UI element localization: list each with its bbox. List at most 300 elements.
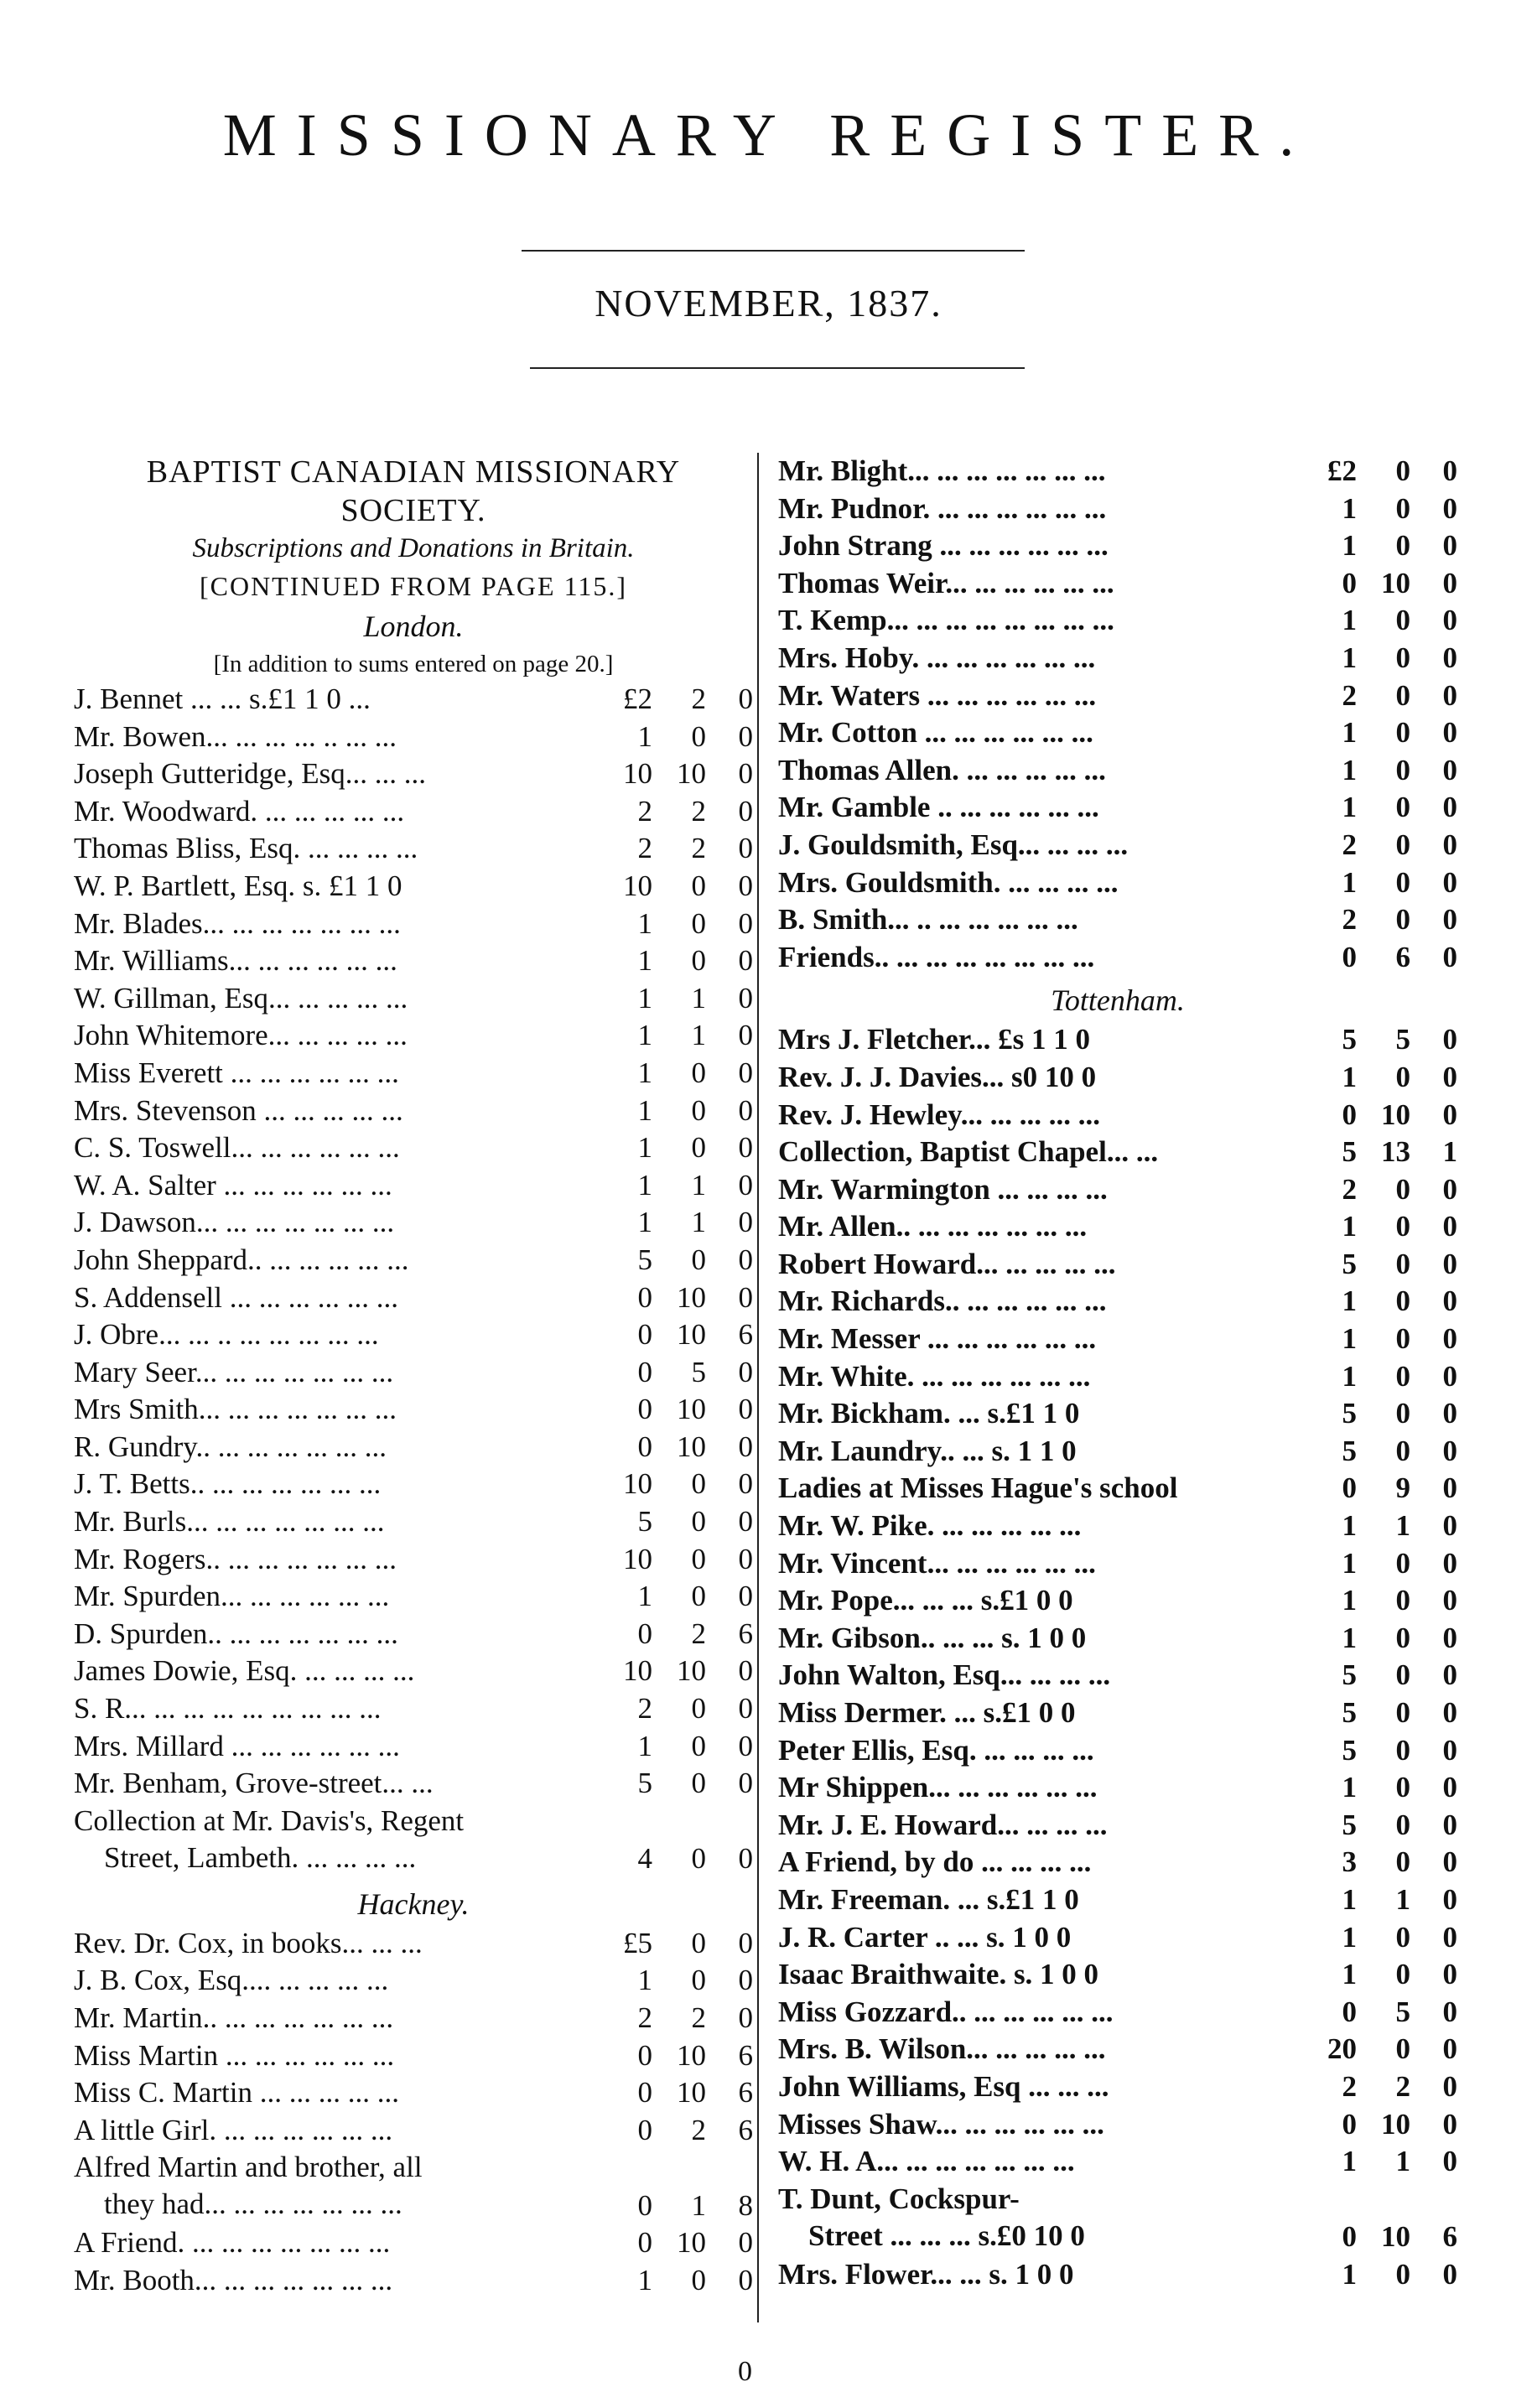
entry-amount <box>1298 1545 1457 1583</box>
amount-shillings: 0 <box>1395 1808 1410 1841</box>
amount-pence: 0 <box>1442 1920 1457 1954</box>
entry-name: Thomas Allen. ... ... ... ... ... <box>778 753 1106 786</box>
entry-amount <box>1298 1657 1457 1694</box>
entry-name-line2: they had... ... ... ... ... ... ... <box>104 2187 402 2221</box>
entry-row <box>778 1545 1457 1583</box>
amount-pounds: 10 <box>623 1542 652 1575</box>
entry-row <box>778 1171 1457 1209</box>
amount-pence: 0 <box>738 1692 753 1726</box>
entry-name: Mr. Pope... ... ... s.£1 0 0 <box>778 1584 1073 1617</box>
page-title: MISSIONARY REGISTER. <box>222 101 1315 169</box>
entry-row <box>778 1208 1457 1246</box>
header-rule-top <box>522 250 1025 252</box>
entry-name: A little Girl. ... ... ... ... ... ... <box>74 2113 393 2146</box>
amount-pounds: 0 <box>637 1617 652 1650</box>
entry-amount <box>1298 1283 1457 1321</box>
amount-shillings: 0 <box>1395 2257 1410 2291</box>
amount-pounds: 2 <box>1342 1172 1357 1206</box>
entry-amount <box>594 2074 753 2112</box>
entry-name: Mr. Messer ... ... ... ... ... ... <box>778 1322 1097 1356</box>
entry-amount <box>1298 1470 1457 1508</box>
amount-shillings: 0 <box>691 944 706 978</box>
amount-shillings: 0 <box>1395 1397 1410 1430</box>
amount-shillings: 0 <box>691 1729 706 1762</box>
entry-name: Mr. Burls... ... ... ... ... ... ... <box>74 1505 385 1539</box>
amount-pounds: 2 <box>637 794 652 828</box>
amount-shillings: 10 <box>677 1393 706 1426</box>
entry-row <box>778 1956 1457 1994</box>
amount-shillings: 0 <box>691 906 706 940</box>
entry-name: Mr. White. ... ... ... ... ... ... <box>778 1359 1091 1393</box>
addition-note: [In addition to sums entered on page 20.] <box>213 651 614 677</box>
entry-amount <box>1298 490 1457 528</box>
amount-shillings: 0 <box>1395 791 1410 824</box>
entry-row <box>778 2031 1457 2068</box>
amount-shillings: 6 <box>1395 940 1410 973</box>
entry-amount <box>1298 640 1457 677</box>
amount-pence: 0 <box>738 1393 753 1426</box>
entry-name: Mr. Freeman. ... s.£1 1 0 <box>778 1882 1079 1916</box>
amount-pounds: 5 <box>1342 1135 1357 1169</box>
amount-pounds: £2 <box>623 682 652 715</box>
amount-pence: 0 <box>1442 1060 1457 1093</box>
amount-shillings: 0 <box>1395 1172 1410 1206</box>
amount-shillings: 2 <box>691 2001 706 2034</box>
left-column <box>74 453 753 2300</box>
entry-name: John Williams, Esq ... ... ... <box>778 2069 1109 2103</box>
amount-pounds: 0 <box>637 1430 652 1463</box>
entry-name: B. Smith... .. ... ... ... ... ... <box>778 903 1078 937</box>
entry-name: Mr. J. E. Howard... ... ... ... <box>778 1808 1108 1841</box>
amount-shillings: 10 <box>677 2226 706 2260</box>
entry-amount <box>1298 827 1457 864</box>
amount-shillings: 0 <box>1395 1584 1410 1617</box>
amount-pence: 0 <box>738 1243 753 1276</box>
entry-amount <box>594 1690 753 1728</box>
amount-pounds: 1 <box>637 1964 652 1997</box>
amount-pounds: 1 <box>1342 1210 1357 1243</box>
amount-pounds: 2 <box>637 2001 652 2034</box>
entry-row <box>778 1919 1457 1957</box>
amount-shillings: 1 <box>691 2188 706 2222</box>
amount-pounds: 1 <box>1342 1958 1357 1991</box>
entry-row <box>74 1653 753 1690</box>
header-rule-bottom <box>530 367 1025 369</box>
amount-pence: 0 <box>1442 678 1457 712</box>
entry-row <box>74 1354 753 1392</box>
entry-row <box>74 1466 753 1503</box>
london-entries <box>74 681 753 1803</box>
entry-name: S. Addensell ... ... ... ... ... ... <box>74 1280 398 1314</box>
amount-shillings: 0 <box>1395 529 1410 563</box>
entry-row <box>778 2256 1457 2294</box>
amount-shillings: 0 <box>691 719 706 753</box>
amount-pounds: 1 <box>1342 1546 1357 1580</box>
entry-name: Mr. Gibson.. ... ... s. 1 0 0 <box>778 1621 1087 1654</box>
entry-name: Miss Dermer. ... s.£1 0 0 <box>778 1696 1076 1729</box>
amount-pounds: £5 <box>623 1926 652 1959</box>
amount-pounds: 0 <box>1342 1995 1357 2028</box>
amount-pence: 0 <box>738 2001 753 2034</box>
amount-pence: 0 <box>738 1467 753 1501</box>
amount-pounds: 1 <box>637 1131 652 1165</box>
entry-row <box>778 864 1457 902</box>
entry-amount <box>1298 2068 1457 2106</box>
entry-name: Mr. Laundry.. ... s. 1 1 0 <box>778 1434 1077 1467</box>
amount-pence: 0 <box>1442 2032 1457 2066</box>
amount-pounds: 0 <box>637 1280 652 1314</box>
right-column <box>778 453 1457 2293</box>
entry-amount <box>594 1616 753 1653</box>
amount-shillings: 0 <box>1395 865 1410 899</box>
entry-row <box>778 939 1457 977</box>
entry-name: W. P. Bartlett, Esq. s. £1 1 0 <box>74 869 402 902</box>
amount-pence: 0 <box>1442 1771 1457 1804</box>
amount-shillings: 0 <box>1395 828 1410 861</box>
amount-pounds: 1 <box>1342 1359 1357 1393</box>
amount-pounds: 1 <box>637 1056 652 1089</box>
amount-pence: 0 <box>1442 1247 1457 1280</box>
amount-shillings: 0 <box>1395 678 1410 712</box>
entry-row <box>778 827 1457 864</box>
entry-row <box>74 1578 753 1616</box>
amount-pence: 0 <box>738 794 753 828</box>
amount-pounds: 1 <box>1342 491 1357 525</box>
entry-amount <box>594 1728 753 1766</box>
entry-row <box>74 1017 753 1055</box>
entry-amount <box>1298 565 1457 603</box>
amount-pounds: 10 <box>623 869 652 902</box>
entry-amount <box>1298 1956 1457 1994</box>
amount-pounds: 1 <box>1342 1771 1357 1804</box>
entry-name: J. T. Betts.. ... ... ... ... ... ... <box>74 1467 382 1501</box>
entry-name: Miss Gozzard.. ... ... ... ... ... <box>778 1995 1114 2028</box>
entry-name: Mr. Rogers.. ... ... ... ... ... ... <box>74 1542 397 1575</box>
entry-row <box>778 1097 1457 1134</box>
entry-amount <box>594 1503 753 1541</box>
entry-row <box>74 2074 753 2112</box>
entry-amount <box>594 1962 753 2000</box>
issue-date: NOVEMBER, 1837. <box>595 282 942 324</box>
amount-shillings: 5 <box>1395 1023 1410 1056</box>
amount-pounds: 3 <box>1342 1845 1357 1879</box>
amount-shillings: 0 <box>691 1842 706 1876</box>
entry-amount <box>594 719 753 756</box>
entry-row <box>74 1803 753 1878</box>
entry-name: Mr. Waters ... ... ... ... ... ... <box>778 678 1097 712</box>
entry-row <box>74 2112 753 2150</box>
entry-row <box>778 1769 1457 1807</box>
amount-shillings: 0 <box>691 1964 706 1997</box>
amount-shillings: 0 <box>1395 454 1410 487</box>
entry-amount <box>1298 1208 1457 1246</box>
amount-pounds: 1 <box>637 1580 652 1613</box>
entry-amount <box>1298 714 1457 752</box>
entry-row <box>74 868 753 906</box>
entry-amount <box>594 1925 753 1963</box>
amount-pence: 0 <box>738 2263 753 2296</box>
amount-pounds: 1 <box>637 981 652 1015</box>
amount-pounds: 1 <box>637 944 652 978</box>
entry-row <box>74 1242 753 1279</box>
entry-amount <box>1298 1994 1457 2032</box>
entry-name: J. Bennet ... ... s.£1 1 0 ... <box>74 682 371 715</box>
entry-name: J. Dawson... ... ... ... ... ... ... <box>74 1206 395 1239</box>
amount-pounds: 0 <box>637 1318 652 1352</box>
entry-name: Robert Howard... ... ... ... ... <box>778 1247 1116 1280</box>
entry-amount <box>594 1466 753 1503</box>
entry-name: Rev. Dr. Cox, in books... ... ... <box>74 1926 423 1959</box>
entry-row <box>778 1844 1457 1881</box>
entry-amount <box>1298 752 1457 790</box>
entry-row <box>74 1616 753 1653</box>
amount-pence: 0 <box>1442 1658 1457 1692</box>
amount-pence: 0 <box>1442 604 1457 637</box>
amount-shillings: 2 <box>691 794 706 828</box>
amount-shillings: 1 <box>691 1168 706 1201</box>
amount-pence: 0 <box>1442 2069 1457 2103</box>
entry-row <box>778 602 1457 640</box>
amount-pounds: 1 <box>1342 1882 1357 1916</box>
london-continued-entries <box>778 453 1457 976</box>
entry-row <box>74 1962 753 2000</box>
entry-row <box>778 752 1457 790</box>
entry-name: Mr. Warmington ... ... ... ... <box>778 1172 1108 1206</box>
amount-pence: 6 <box>738 2113 753 2146</box>
amount-shillings: 0 <box>1395 2032 1410 2066</box>
entry-amount <box>594 1541 753 1579</box>
entry-row <box>74 2000 753 2037</box>
entry-name: S. R... ... ... ... ... ... ... ... ... <box>74 1692 382 1726</box>
entry-amount <box>1298 1097 1457 1134</box>
amount-shillings: 0 <box>691 1131 706 1165</box>
amount-pence: 0 <box>1442 1845 1457 1879</box>
amount-shillings: 0 <box>691 1243 706 1276</box>
amount-pence: 0 <box>1442 1546 1457 1580</box>
entry-amount <box>594 830 753 868</box>
amount-pence: 0 <box>1442 529 1457 563</box>
amount-shillings: 2 <box>1395 2069 1410 2103</box>
entry-name: Mr. Bickham. ... s.£1 1 0 <box>778 1397 1080 1430</box>
entry-name-line1: Collection at Mr. Davis's, Regent <box>74 1803 465 1837</box>
amount-shillings: 1 <box>691 981 706 1015</box>
amount-shillings: 0 <box>1395 716 1410 750</box>
entry-row <box>74 1925 753 1963</box>
entry-amount <box>1298 789 1457 827</box>
amount-pence: 0 <box>1442 2107 1457 2141</box>
entry-row <box>778 490 1457 528</box>
entry-row <box>778 1470 1457 1508</box>
entry-name: Miss Martin ... ... ... ... ... ... <box>74 2038 395 2072</box>
amount-shillings: 0 <box>1395 491 1410 525</box>
entry-row <box>778 1694 1457 1732</box>
entry-amount <box>1298 677 1457 715</box>
amount-pence: 6 <box>738 2076 753 2110</box>
entry-amount <box>1298 453 1457 490</box>
entry-row <box>74 1279 753 1317</box>
amount-pence: 0 <box>738 1580 753 1613</box>
amount-pence: 6 <box>738 1617 753 1650</box>
entry-row <box>778 1881 1457 1919</box>
amount-shillings: 0 <box>1395 1434 1410 1467</box>
entry-amount <box>1298 2031 1457 2068</box>
amount-shillings: 0 <box>691 1505 706 1539</box>
amount-pence: 0 <box>738 1505 753 1539</box>
entry-amount <box>594 1204 753 1242</box>
amount-pence: 0 <box>738 1131 753 1165</box>
entry-name: Miss C. Martin ... ... ... ... ... <box>74 2076 399 2110</box>
amount-pounds: 10 <box>623 757 652 791</box>
amount-pence: 0 <box>738 1729 753 1762</box>
amount-shillings: 0 <box>691 1692 706 1726</box>
amount-shillings: 0 <box>691 1767 706 1800</box>
entry-name: A Friend. ... ... ... ... ... ... ... <box>74 2226 391 2260</box>
amount-shillings: 1 <box>1395 1509 1410 1543</box>
entry-row <box>74 1055 753 1092</box>
amount-shillings: 0 <box>1395 1247 1410 1280</box>
entry-amount <box>1298 1732 1457 1770</box>
entry-name-line1: T. Dunt, Cockspur- <box>778 2182 1020 2215</box>
amount-shillings: 10 <box>677 1430 706 1463</box>
amount-pounds: 5 <box>1342 1808 1357 1841</box>
amount-pence: 0 <box>738 1019 753 1052</box>
entry-name: D. Spurden.. ... ... ... ... ... ... <box>74 1617 398 1650</box>
entry-amount <box>1298 1694 1457 1732</box>
amount-pounds: 5 <box>637 1243 652 1276</box>
amount-pence: 0 <box>738 981 753 1015</box>
entry-row <box>74 2149 753 2224</box>
entry-row <box>778 1059 1457 1097</box>
amount-pence: 0 <box>1442 1733 1457 1767</box>
entry-name: Rev. J. J. Davies... s0 10 0 <box>778 1060 1097 1093</box>
amount-shillings: 0 <box>1395 641 1410 674</box>
amount-pence: 0 <box>738 1964 753 1997</box>
amount-shillings: 1 <box>691 1019 706 1052</box>
amount-shillings: 0 <box>1395 1621 1410 1654</box>
entry-amount <box>1298 1620 1457 1658</box>
entry-row <box>778 1246 1457 1284</box>
amount-shillings: 0 <box>1395 1696 1410 1729</box>
amount-pounds: 1 <box>637 2263 652 2296</box>
amount-pence: 0 <box>1442 1098 1457 1131</box>
entry-amount <box>1298 2143 1457 2181</box>
entry-name: James Dowie, Esq. ... ... ... ... <box>74 1654 415 1688</box>
entry-row <box>778 789 1457 827</box>
column-divider <box>757 453 759 2322</box>
amount-shillings: 0 <box>691 1056 706 1089</box>
entry-amount <box>1298 527 1457 565</box>
entry-name: Mrs. Hoby. ... ... ... ... ... ... <box>778 641 1096 674</box>
entry-name: John Sheppard.. ... ... ... ... ... <box>74 1243 409 1276</box>
entry-name-line2: Street, Lambeth. ... ... ... ... <box>104 1840 417 1874</box>
entry-row <box>74 719 753 756</box>
entry-row <box>74 1391 753 1429</box>
amount-shillings: 10 <box>1381 566 1410 599</box>
entry-amount <box>594 1316 753 1354</box>
entry-row <box>74 1690 753 1728</box>
amount-pounds: 0 <box>1342 940 1357 973</box>
entry-name: Mr. Woodward. ... ... ... ... ... <box>74 794 405 828</box>
entry-name: W. Gillman, Esq... ... ... ... ... <box>74 981 408 1015</box>
amount-pence: 0 <box>1442 1509 1457 1543</box>
entry-name: John Whitemore... ... ... ... ... <box>74 1019 408 1052</box>
entry-amount <box>594 1017 753 1055</box>
amount-shillings: 2 <box>691 2113 706 2146</box>
entry-row <box>74 1129 753 1167</box>
amount-pence: 0 <box>738 757 753 791</box>
entry-name-line1: Alfred Martin and brother, all <box>74 2151 423 2184</box>
entry-amount <box>1298 901 1457 939</box>
amount-shillings: 2 <box>691 832 706 865</box>
hackney-entries <box>74 1925 753 2150</box>
entry-name: W. A. Salter ... ... ... ... ... ... <box>74 1168 392 1201</box>
amount-pence: 0 <box>1442 828 1457 861</box>
entry-name: Mary Seer... ... ... ... ... ... ... <box>74 1355 394 1388</box>
amount-pence: 0 <box>738 832 753 865</box>
amount-pounds: 2 <box>637 832 652 865</box>
entry-row <box>74 1092 753 1130</box>
entry-name: Mr. Richards.. ... ... ... ... ... <box>778 1284 1107 1318</box>
entry-name: Misses Shaw... ... ... ... ... ... <box>778 2107 1104 2141</box>
amount-pence: 0 <box>1442 1808 1457 1841</box>
amount-pounds: 1 <box>1342 529 1357 563</box>
entry-name: Mrs Smith... ... ... ... ... ... ... <box>74 1393 397 1426</box>
entry-row <box>778 1321 1457 1358</box>
amount-pence: 0 <box>1442 791 1457 824</box>
entry-amount <box>1298 1769 1457 1807</box>
entry-amount <box>594 681 753 719</box>
amount-pounds: 5 <box>1342 1023 1357 1056</box>
amount-pence: 0 <box>738 1430 753 1463</box>
page-number: 0 <box>738 2356 752 2387</box>
amount-pounds: 1 <box>637 719 652 753</box>
amount-pence: 0 <box>1442 1284 1457 1318</box>
amount-shillings: 0 <box>1395 903 1410 937</box>
amount-shillings: 0 <box>691 1093 706 1127</box>
amount-pence: 0 <box>738 682 753 715</box>
amount-shillings: 9 <box>1395 1471 1410 1505</box>
entry-amount <box>1298 1508 1457 1545</box>
entry-amount <box>1298 1021 1457 1059</box>
amount-pounds: 1 <box>1342 1621 1357 1654</box>
hackney-tail-entries <box>74 2224 753 2299</box>
amount-pence: 0 <box>1442 903 1457 937</box>
entry-row <box>74 980 753 1018</box>
entry-name: Mrs. Flower... ... s. 1 0 0 <box>778 2257 1074 2291</box>
entry-name: J. Gouldsmith, Esq... ... ... ... <box>778 828 1129 861</box>
entry-row <box>778 1807 1457 1845</box>
amount-shillings: 0 <box>691 1542 706 1575</box>
entry-row <box>74 1765 753 1803</box>
entry-name: J. B. Cox, Esq.... ... ... ... ... <box>74 1964 389 1997</box>
entry-name: Joseph Gutteridge, Esq... ... ... <box>74 757 426 791</box>
entry-amount <box>594 2000 753 2037</box>
entry-row <box>74 2224 753 2262</box>
entry-name: Thomas Bliss, Esq. ... ... ... ... <box>74 832 418 865</box>
amount-pence: 0 <box>1442 753 1457 786</box>
entry-row <box>778 677 1457 715</box>
entry-amount <box>1298 939 1457 977</box>
entry-row <box>74 2262 753 2300</box>
entry-amount <box>594 755 753 793</box>
entry-amount <box>1298 1919 1457 1957</box>
entry-row <box>74 1541 753 1579</box>
amount-pounds: 1 <box>637 1019 652 1052</box>
entry-amount <box>1298 1807 1457 1845</box>
amount-pounds: 0 <box>637 1393 652 1426</box>
amount-pounds: 1 <box>1342 716 1357 750</box>
amount-shillings: 0 <box>1395 1322 1410 1356</box>
